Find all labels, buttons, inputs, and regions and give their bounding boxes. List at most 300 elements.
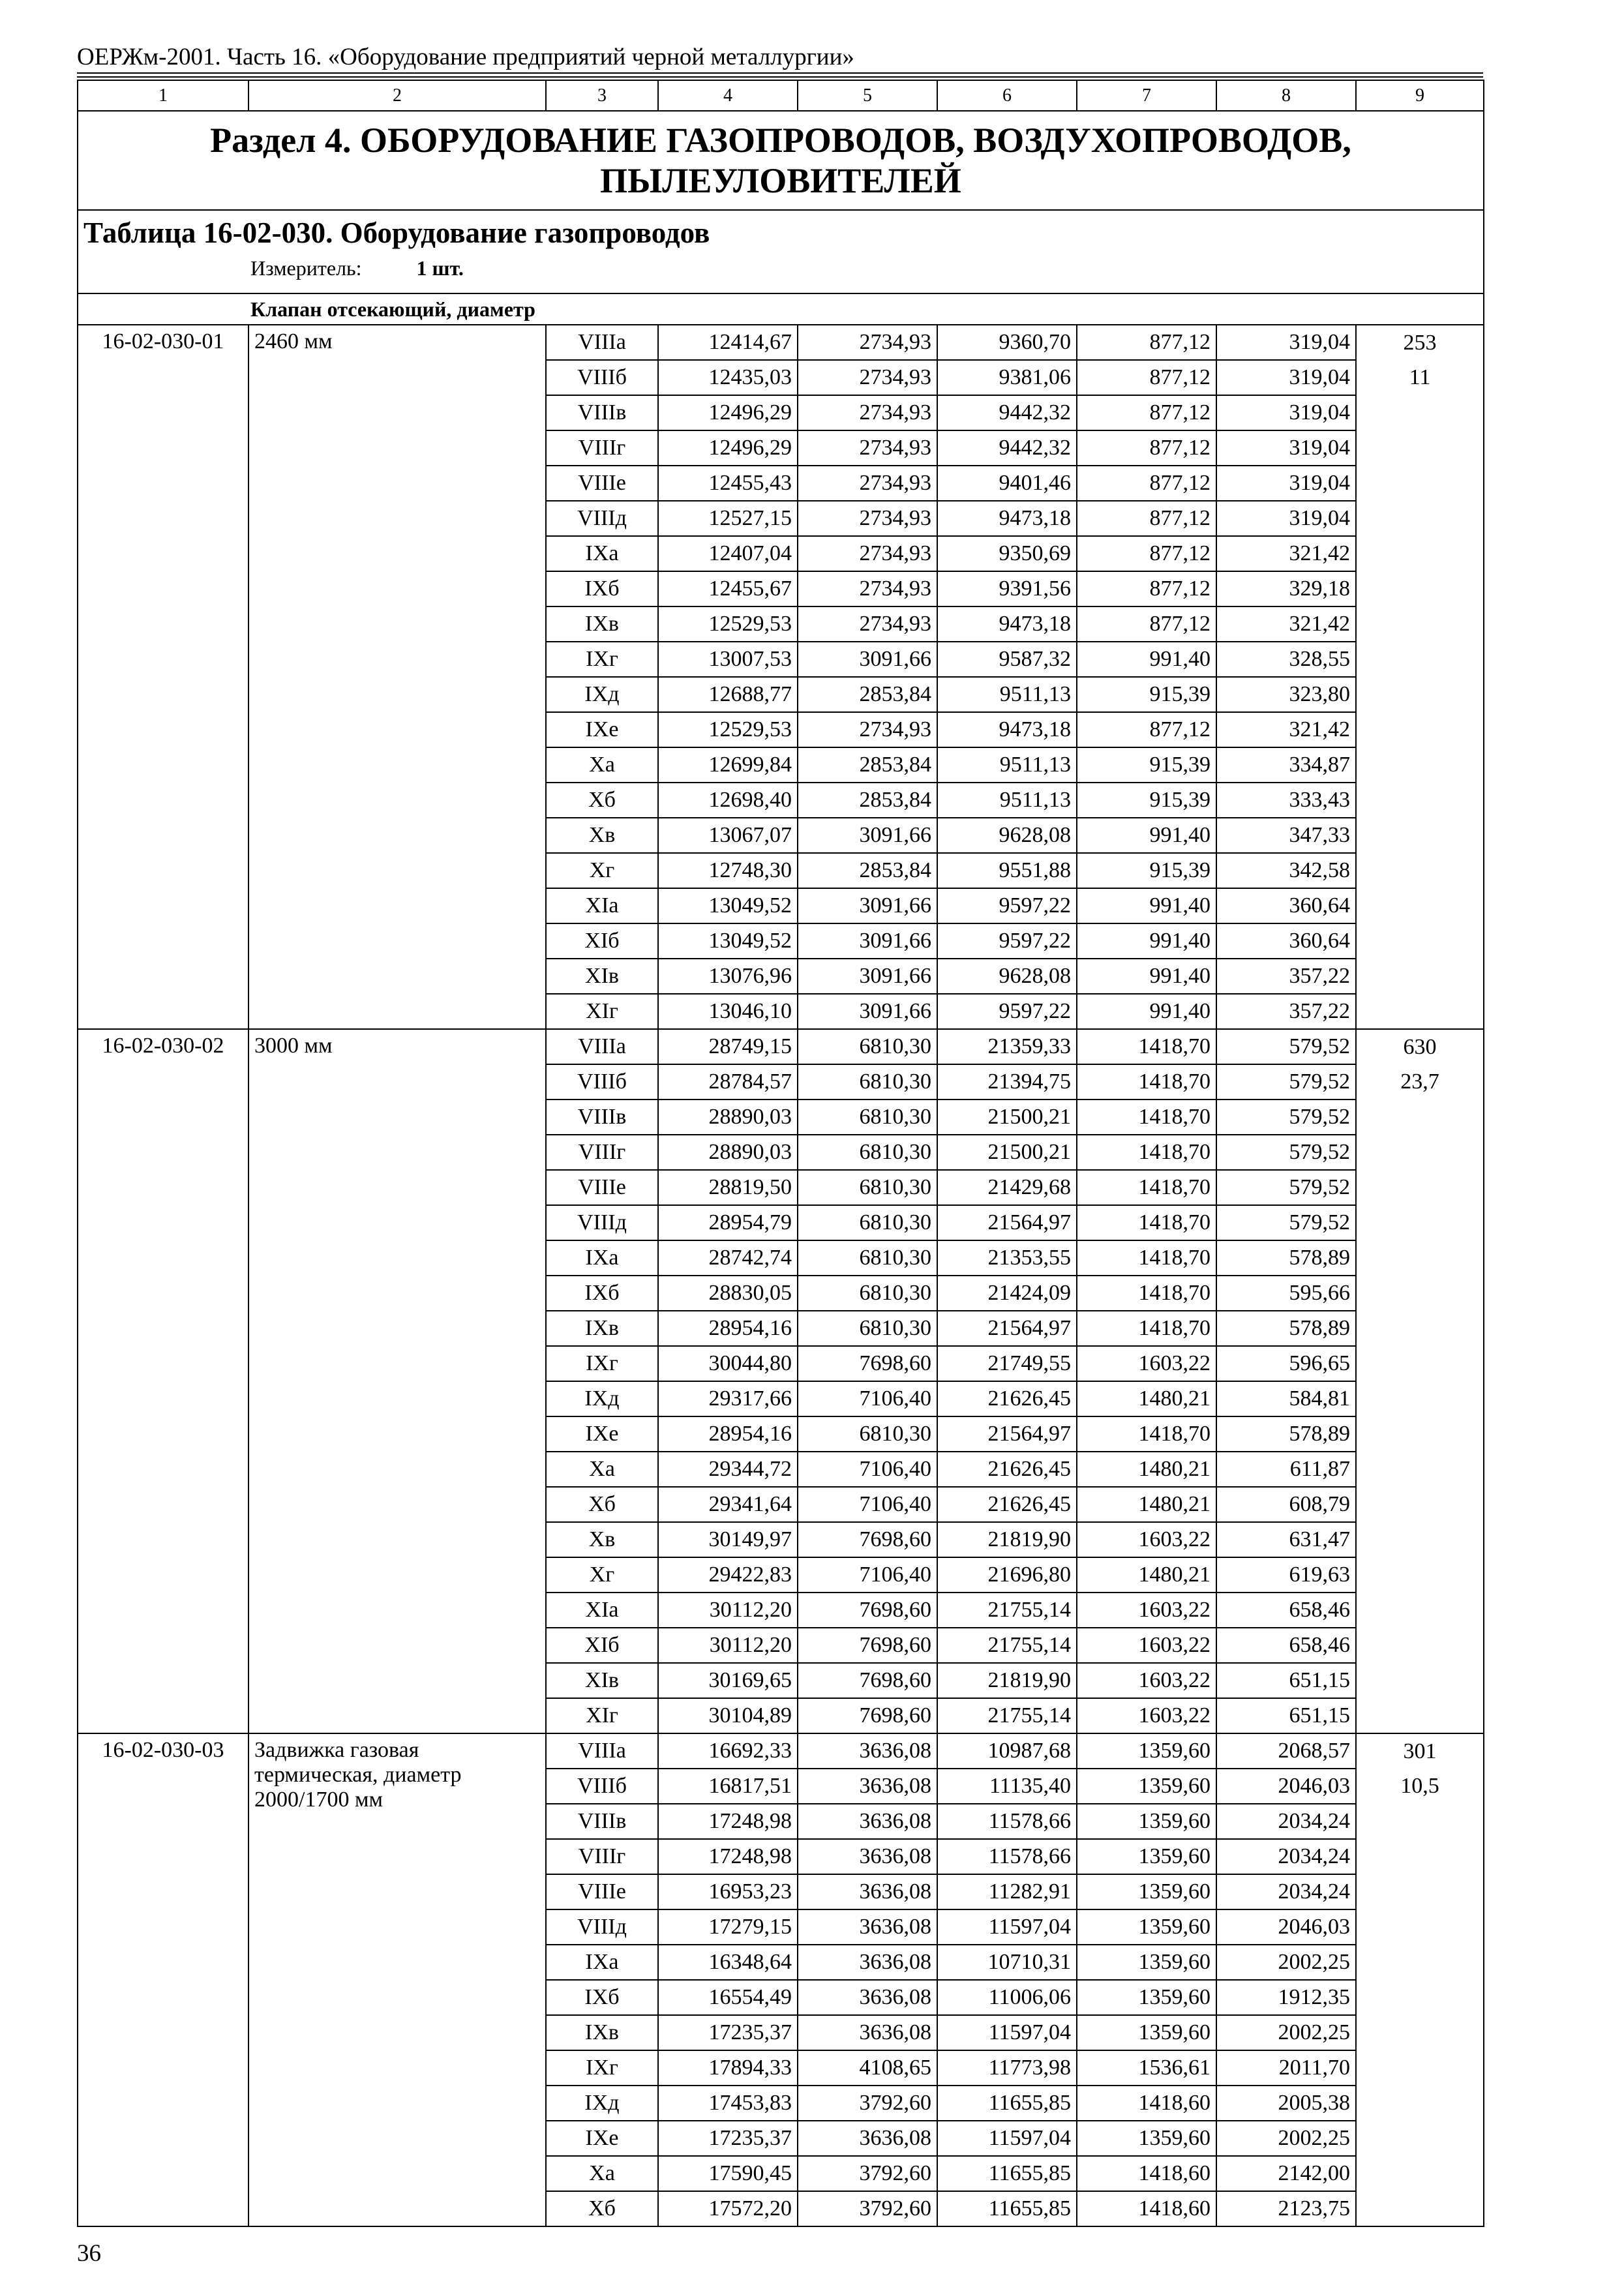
- region-group-cell: IXе: [546, 1416, 658, 1452]
- column-9-cell: [1356, 1416, 1484, 1452]
- column-9-cell: [1356, 1945, 1484, 1980]
- machinists-wages-cell: 1603,22: [1077, 1628, 1216, 1663]
- machinists-wages-cell: 877,12: [1077, 360, 1216, 395]
- wages-cell: 2734,93: [798, 360, 937, 395]
- column-9-cell: 10,5: [1356, 1769, 1484, 1804]
- region-group-cell: Xа: [546, 1452, 658, 1487]
- materials-cell: 2034,24: [1216, 1874, 1356, 1909]
- machines-cell: 21394,75: [937, 1064, 1077, 1100]
- wages-cell: 6810,30: [798, 1240, 937, 1276]
- rate-name: 2460 мм: [248, 325, 546, 1029]
- total-cost-cell: 12435,03: [658, 360, 798, 395]
- machines-cell: 21626,45: [937, 1452, 1077, 1487]
- machines-cell: 21424,09: [937, 1276, 1077, 1311]
- unit-line: [250, 251, 1478, 285]
- wages-cell: 3636,08: [798, 1804, 937, 1839]
- total-cost-cell: 12529,53: [658, 712, 798, 747]
- column-9-cell: [1356, 818, 1484, 853]
- total-cost-cell: 28954,16: [658, 1416, 798, 1452]
- total-cost-cell: 29344,72: [658, 1452, 798, 1487]
- machinists-wages-cell: 1480,21: [1077, 1487, 1216, 1522]
- materials-cell: 2046,03: [1216, 1909, 1356, 1945]
- materials-cell: 2142,00: [1216, 2156, 1356, 2191]
- region-group-cell: VIIIб: [546, 1769, 658, 1804]
- table-caption: [78, 210, 1484, 293]
- wages-cell: 6810,30: [798, 1311, 937, 1346]
- materials-cell: 333,43: [1216, 783, 1356, 818]
- machinists-wages-cell: 1603,22: [1077, 1522, 1216, 1557]
- rate-code: 16-02-030-01: [78, 325, 248, 1029]
- region-group-cell: IXд: [546, 2086, 658, 2121]
- machines-cell: 11597,04: [937, 2015, 1077, 2050]
- region-group-cell: IXв: [546, 1311, 658, 1346]
- wages-cell: 3636,08: [798, 1945, 937, 1980]
- region-group-cell: Xб: [546, 783, 658, 818]
- region-group-cell: IXб: [546, 571, 658, 606]
- materials-cell: 658,46: [1216, 1628, 1356, 1663]
- total-cost-cell: 16348,64: [658, 1945, 798, 1980]
- region-group-cell: VIIIе: [546, 1170, 658, 1205]
- materials-cell: 347,33: [1216, 818, 1356, 853]
- materials-cell: 2034,24: [1216, 1804, 1356, 1839]
- wages-cell: 2734,93: [798, 501, 937, 536]
- region-group-cell: VIIIа: [546, 325, 658, 360]
- total-cost-cell: 28954,79: [658, 1205, 798, 1240]
- column-9-cell: [1356, 1874, 1484, 1909]
- region-group-cell: VIIIб: [546, 1064, 658, 1100]
- machinists-wages-cell: 877,12: [1077, 536, 1216, 571]
- machinists-wages-cell: 1359,60: [1077, 1874, 1216, 1909]
- total-cost-cell: 13049,52: [658, 923, 798, 959]
- page-number: 36: [77, 2240, 101, 2267]
- total-cost-cell: 17248,98: [658, 1804, 798, 1839]
- wages-cell: 2734,93: [798, 325, 937, 360]
- column-9-cell: [1356, 1557, 1484, 1593]
- total-cost-cell: 29317,66: [658, 1381, 798, 1416]
- region-group-cell: IXг: [546, 1346, 658, 1381]
- region-group-cell: VIIIд: [546, 501, 658, 536]
- machines-cell: 9511,13: [937, 677, 1077, 712]
- region-group-cell: VIIIг: [546, 1135, 658, 1170]
- region-group-cell: XIг: [546, 1698, 658, 1733]
- rate-code: 16-02-030-03: [78, 1733, 248, 2226]
- column-9-cell: [1356, 536, 1484, 571]
- column-9-cell: [1356, 1593, 1484, 1628]
- total-cost-cell: 13007,53: [658, 642, 798, 677]
- wages-cell: 7106,40: [798, 1452, 937, 1487]
- column-9-cell: [1356, 1487, 1484, 1522]
- machinists-wages-cell: 877,12: [1077, 571, 1216, 606]
- region-group-cell: IXв: [546, 2015, 658, 2050]
- materials-cell: 608,79: [1216, 1487, 1356, 1522]
- column-9-cell: [1356, 712, 1484, 747]
- region-group-cell: Xа: [546, 747, 658, 783]
- total-cost-cell: 13067,07: [658, 818, 798, 853]
- machinists-wages-cell: 991,40: [1077, 818, 1216, 853]
- region-group-cell: XIб: [546, 923, 658, 959]
- machines-cell: 11006,06: [937, 1980, 1077, 2015]
- materials-cell: 584,81: [1216, 1381, 1356, 1416]
- wages-cell: 2734,93: [798, 430, 937, 466]
- wages-cell: 7106,40: [798, 1487, 937, 1522]
- header-rule: [77, 76, 1483, 78]
- machinists-wages-cell: 915,39: [1077, 747, 1216, 783]
- materials-cell: 319,04: [1216, 501, 1356, 536]
- wages-cell: 7698,60: [798, 1663, 937, 1698]
- column-9-cell: [1356, 1346, 1484, 1381]
- wages-cell: 3091,66: [798, 923, 937, 959]
- wages-cell: 2734,93: [798, 466, 937, 501]
- materials-cell: 2005,38: [1216, 2086, 1356, 2121]
- wages-cell: 7698,60: [798, 1593, 937, 1628]
- wages-cell: 2853,84: [798, 783, 937, 818]
- materials-cell: 360,64: [1216, 923, 1356, 959]
- machines-cell: 9442,32: [937, 395, 1077, 430]
- total-cost-cell: 13076,96: [658, 959, 798, 994]
- region-group-cell: IXа: [546, 1945, 658, 1980]
- column-9-cell: [1356, 2050, 1484, 2086]
- column-9-cell: 23,7: [1356, 1064, 1484, 1100]
- machines-cell: 11578,66: [937, 1839, 1077, 1874]
- machinists-wages-cell: 1359,60: [1077, 1980, 1216, 2015]
- wages-cell: 6810,30: [798, 1135, 937, 1170]
- materials-cell: 321,42: [1216, 536, 1356, 571]
- column-9-cell: [1356, 888, 1484, 923]
- machines-cell: 11655,85: [937, 2086, 1077, 2121]
- wages-cell: 6810,30: [798, 1276, 937, 1311]
- materials-cell: 2002,25: [1216, 2121, 1356, 2156]
- machines-cell: 21819,90: [937, 1663, 1077, 1698]
- wages-cell: 4108,65: [798, 2050, 937, 2086]
- machines-cell: 21564,97: [937, 1311, 1077, 1346]
- region-group-cell: VIIIб: [546, 360, 658, 395]
- machines-cell: 11578,66: [937, 1804, 1077, 1839]
- materials-cell: 578,89: [1216, 1311, 1356, 1346]
- column-9-cell: [1356, 1909, 1484, 1945]
- total-cost-cell: 28954,16: [658, 1311, 798, 1346]
- materials-cell: 578,89: [1216, 1240, 1356, 1276]
- total-cost-cell: 29422,83: [658, 1557, 798, 1593]
- wages-cell: 3792,60: [798, 2086, 937, 2121]
- machinists-wages-cell: 1480,21: [1077, 1557, 1216, 1593]
- wages-cell: 6810,30: [798, 1205, 937, 1240]
- region-group-cell: Xб: [546, 1487, 658, 1522]
- column-9-cell: [1356, 677, 1484, 712]
- total-cost-cell: 16953,23: [658, 1874, 798, 1909]
- materials-cell: 321,42: [1216, 712, 1356, 747]
- total-cost-cell: 16692,33: [658, 1733, 798, 1769]
- total-cost-cell: 12496,29: [658, 395, 798, 430]
- total-cost-cell: 30104,89: [658, 1698, 798, 1733]
- column-number: 9: [1356, 80, 1484, 111]
- materials-cell: 651,15: [1216, 1663, 1356, 1698]
- machinists-wages-cell: 877,12: [1077, 606, 1216, 642]
- materials-cell: 579,52: [1216, 1029, 1356, 1064]
- total-cost-cell: 12527,15: [658, 501, 798, 536]
- machinists-wages-cell: 1603,22: [1077, 1698, 1216, 1733]
- machinists-wages-cell: 991,40: [1077, 923, 1216, 959]
- machines-cell: 9473,18: [937, 501, 1077, 536]
- machinists-wages-cell: 1418,70: [1077, 1205, 1216, 1240]
- total-cost-cell: 17235,37: [658, 2121, 798, 2156]
- section-row: [78, 111, 1484, 210]
- wages-cell: 7698,60: [798, 1698, 937, 1733]
- machines-cell: 21755,14: [937, 1593, 1077, 1628]
- column-number: 8: [1216, 80, 1356, 111]
- region-group-cell: XIб: [546, 1628, 658, 1663]
- machines-cell: 9381,06: [937, 360, 1077, 395]
- column-9-cell: [1356, 853, 1484, 888]
- machines-cell: 9442,32: [937, 430, 1077, 466]
- wages-cell: 3091,66: [798, 994, 937, 1029]
- machinists-wages-cell: 1418,70: [1077, 1311, 1216, 1346]
- wages-cell: 6810,30: [798, 1064, 937, 1100]
- materials-cell: 319,04: [1216, 430, 1356, 466]
- machines-cell: 21500,21: [937, 1100, 1077, 1135]
- total-cost-cell: 28890,03: [658, 1100, 798, 1135]
- rates-table: [77, 80, 1484, 2227]
- machinists-wages-cell: 877,12: [1077, 466, 1216, 501]
- total-cost-cell: 28749,15: [658, 1029, 798, 1064]
- materials-cell: 658,46: [1216, 1593, 1356, 1628]
- machines-cell: 11597,04: [937, 2121, 1077, 2156]
- wages-cell: 2734,93: [798, 571, 937, 606]
- wages-cell: 3792,60: [798, 2156, 937, 2191]
- wages-cell: 2734,93: [798, 395, 937, 430]
- column-number: 3: [546, 80, 658, 111]
- total-cost-cell: 17590,45: [658, 2156, 798, 2191]
- materials-cell: 334,87: [1216, 747, 1356, 783]
- machines-cell: 21353,55: [937, 1240, 1077, 1276]
- materials-cell: 2002,25: [1216, 1945, 1356, 1980]
- column-9-cell: [1356, 642, 1484, 677]
- machines-cell: 21564,97: [937, 1416, 1077, 1452]
- machines-cell: 21749,55: [937, 1346, 1077, 1381]
- total-cost-cell: 12414,67: [658, 325, 798, 360]
- column-9-cell: [1356, 2191, 1484, 2226]
- machines-cell: 11655,85: [937, 2191, 1077, 2226]
- column-9-cell: [1356, 783, 1484, 818]
- wages-cell: 6810,30: [798, 1416, 937, 1452]
- machines-cell: 9350,69: [937, 536, 1077, 571]
- total-cost-cell: 17572,20: [658, 2191, 798, 2226]
- machinists-wages-cell: 1418,70: [1077, 1416, 1216, 1452]
- machines-cell: 9597,22: [937, 888, 1077, 923]
- machinists-wages-cell: 1603,22: [1077, 1346, 1216, 1381]
- column-9-cell: 253: [1356, 325, 1484, 360]
- machines-cell: 9360,70: [937, 325, 1077, 360]
- column-9-cell: [1356, 1628, 1484, 1663]
- column-9-cell: [1356, 395, 1484, 430]
- machinists-wages-cell: 1603,22: [1077, 1663, 1216, 1698]
- wages-cell: 7106,40: [798, 1557, 937, 1593]
- materials-cell: 321,42: [1216, 606, 1356, 642]
- machinists-wages-cell: 1359,60: [1077, 1839, 1216, 1874]
- running-title: ОЕРЖм-2001. Часть 16. «Оборудование предприятий черной металлургии»: [77, 44, 854, 70]
- machines-cell: 21500,21: [937, 1135, 1077, 1170]
- total-cost-cell: 17279,15: [658, 1909, 798, 1945]
- region-group-cell: VIIIв: [546, 395, 658, 430]
- column-number: 1: [78, 80, 248, 111]
- machines-cell: 21626,45: [937, 1381, 1077, 1416]
- machinists-wages-cell: 877,12: [1077, 712, 1216, 747]
- machinists-wages-cell: 877,12: [1077, 325, 1216, 360]
- machines-cell: 21626,45: [937, 1487, 1077, 1522]
- materials-cell: 2034,24: [1216, 1839, 1356, 1874]
- region-group-cell: IXд: [546, 677, 658, 712]
- total-cost-cell: 30149,97: [658, 1522, 798, 1557]
- machinists-wages-cell: 1536,61: [1077, 2050, 1216, 2086]
- column-9-cell: [1356, 466, 1484, 501]
- machines-cell: 9511,13: [937, 747, 1077, 783]
- column-number: 2: [248, 80, 546, 111]
- machines-cell: 9587,32: [937, 642, 1077, 677]
- total-cost-cell: 12455,43: [658, 466, 798, 501]
- total-cost-cell: 12748,30: [658, 853, 798, 888]
- total-cost-cell: 28742,74: [658, 1240, 798, 1276]
- machines-cell: 9551,88: [937, 853, 1077, 888]
- column-9-cell: [1356, 1698, 1484, 1733]
- region-group-cell: IXг: [546, 642, 658, 677]
- machines-cell: 9473,18: [937, 606, 1077, 642]
- column-9-cell: [1356, 1804, 1484, 1839]
- materials-cell: 596,65: [1216, 1346, 1356, 1381]
- wages-cell: 2734,93: [798, 606, 937, 642]
- total-cost-cell: 28830,05: [658, 1276, 798, 1311]
- materials-cell: 360,64: [1216, 888, 1356, 923]
- machines-cell: 9473,18: [937, 712, 1077, 747]
- region-group-cell: Xв: [546, 818, 658, 853]
- column-9-cell: [1356, 571, 1484, 606]
- machines-cell: 21755,14: [937, 1698, 1077, 1733]
- column-9-cell: [1356, 1135, 1484, 1170]
- machinists-wages-cell: 1480,21: [1077, 1452, 1216, 1487]
- wages-cell: 2853,84: [798, 853, 937, 888]
- column-9-cell: [1356, 430, 1484, 466]
- total-cost-cell: 12455,67: [658, 571, 798, 606]
- wages-cell: 6810,30: [798, 1029, 937, 1064]
- wages-cell: 7698,60: [798, 1346, 937, 1381]
- machines-cell: 11597,04: [937, 1909, 1077, 1945]
- wages-cell: 3091,66: [798, 959, 937, 994]
- region-group-cell: VIIIд: [546, 1205, 658, 1240]
- wages-cell: 7698,60: [798, 1522, 937, 1557]
- column-9-cell: [1356, 1170, 1484, 1205]
- materials-cell: 319,04: [1216, 395, 1356, 430]
- machinists-wages-cell: 991,40: [1077, 994, 1216, 1029]
- column-9-cell: [1356, 1100, 1484, 1135]
- region-group-cell: VIIIа: [546, 1733, 658, 1769]
- materials-cell: 319,04: [1216, 325, 1356, 360]
- column-9-cell: [1356, 2156, 1484, 2191]
- machinists-wages-cell: 991,40: [1077, 642, 1216, 677]
- table-row: [78, 1733, 1484, 1769]
- column-9-cell: [1356, 1381, 1484, 1416]
- machinists-wages-cell: 1359,60: [1077, 1909, 1216, 1945]
- machines-cell: 9401,46: [937, 466, 1077, 501]
- materials-cell: 357,22: [1216, 994, 1356, 1029]
- wages-cell: 3636,08: [798, 1733, 937, 1769]
- total-cost-cell: 16554,49: [658, 1980, 798, 2015]
- region-group-cell: IXа: [546, 536, 658, 571]
- machines-cell: 21429,68: [937, 1170, 1077, 1205]
- region-group-cell: XIв: [546, 959, 658, 994]
- total-cost-cell: 13046,10: [658, 994, 798, 1029]
- rate-name: Задвижка газовая термическая, диаметр 2000/1700 мм: [248, 1733, 546, 2226]
- column-9-cell: [1356, 747, 1484, 783]
- region-group-cell: XIг: [546, 994, 658, 1029]
- materials-cell: 579,52: [1216, 1135, 1356, 1170]
- column-number: 4: [658, 80, 798, 111]
- column-9-cell: [1356, 1276, 1484, 1311]
- machinists-wages-cell: 1418,70: [1077, 1135, 1216, 1170]
- machinists-wages-cell: 1418,60: [1077, 2156, 1216, 2191]
- materials-cell: 595,66: [1216, 1276, 1356, 1311]
- column-9-cell: 11: [1356, 360, 1484, 395]
- column-9-cell: [1356, 1205, 1484, 1240]
- rate-code: 16-02-030-02: [78, 1029, 248, 1733]
- machinists-wages-cell: 1418,70: [1077, 1029, 1216, 1064]
- total-cost-cell: 30112,20: [658, 1593, 798, 1628]
- machinists-wages-cell: 877,12: [1077, 430, 1216, 466]
- column-number-row: [78, 80, 1484, 111]
- machinists-wages-cell: 915,39: [1077, 853, 1216, 888]
- total-cost-cell: 17248,98: [658, 1839, 798, 1874]
- materials-cell: 2046,03: [1216, 1769, 1356, 1804]
- wages-cell: 6810,30: [798, 1100, 937, 1135]
- region-group-cell: IXе: [546, 2121, 658, 2156]
- materials-cell: 578,89: [1216, 1416, 1356, 1452]
- column-9-cell: [1356, 1522, 1484, 1557]
- materials-cell: 1912,35: [1216, 1980, 1356, 2015]
- machines-cell: 9628,08: [937, 959, 1077, 994]
- total-cost-cell: 12529,53: [658, 606, 798, 642]
- wages-cell: 3091,66: [798, 818, 937, 853]
- machinists-wages-cell: 991,40: [1077, 959, 1216, 994]
- machines-cell: 10987,68: [937, 1733, 1077, 1769]
- column-9-cell: 301: [1356, 1733, 1484, 1769]
- materials-cell: 319,04: [1216, 360, 1356, 395]
- machines-cell: 21696,80: [937, 1557, 1077, 1593]
- machinists-wages-cell: 1359,60: [1077, 1945, 1216, 1980]
- column-9-cell: [1356, 606, 1484, 642]
- machines-cell: 9511,13: [937, 783, 1077, 818]
- unit-label: Измеритель:: [250, 256, 362, 280]
- machines-cell: 9628,08: [937, 818, 1077, 853]
- group-heading-row: [78, 293, 1484, 325]
- column-9-cell: [1356, 2121, 1484, 2156]
- machines-cell: 21819,90: [937, 1522, 1077, 1557]
- materials-cell: 619,63: [1216, 1557, 1356, 1593]
- column-number: 6: [937, 80, 1077, 111]
- total-cost-cell: 13049,52: [658, 888, 798, 923]
- rate-name: 3000 мм: [248, 1029, 546, 1733]
- machinists-wages-cell: 915,39: [1077, 677, 1216, 712]
- machines-cell: 11282,91: [937, 1874, 1077, 1909]
- region-group-cell: VIIIв: [546, 1804, 658, 1839]
- machines-cell: 9597,22: [937, 994, 1077, 1029]
- region-group-cell: VIIIа: [546, 1029, 658, 1064]
- wages-cell: 3636,08: [798, 2015, 937, 2050]
- total-cost-cell: 30169,65: [658, 1663, 798, 1698]
- wages-cell: 3792,60: [798, 2191, 937, 2226]
- wages-cell: 3636,08: [798, 1909, 937, 1945]
- table-row: [78, 325, 1484, 360]
- materials-cell: 342,58: [1216, 853, 1356, 888]
- column-number: 7: [1077, 80, 1216, 111]
- column-9-cell: [1356, 1240, 1484, 1276]
- machinists-wages-cell: 877,12: [1077, 501, 1216, 536]
